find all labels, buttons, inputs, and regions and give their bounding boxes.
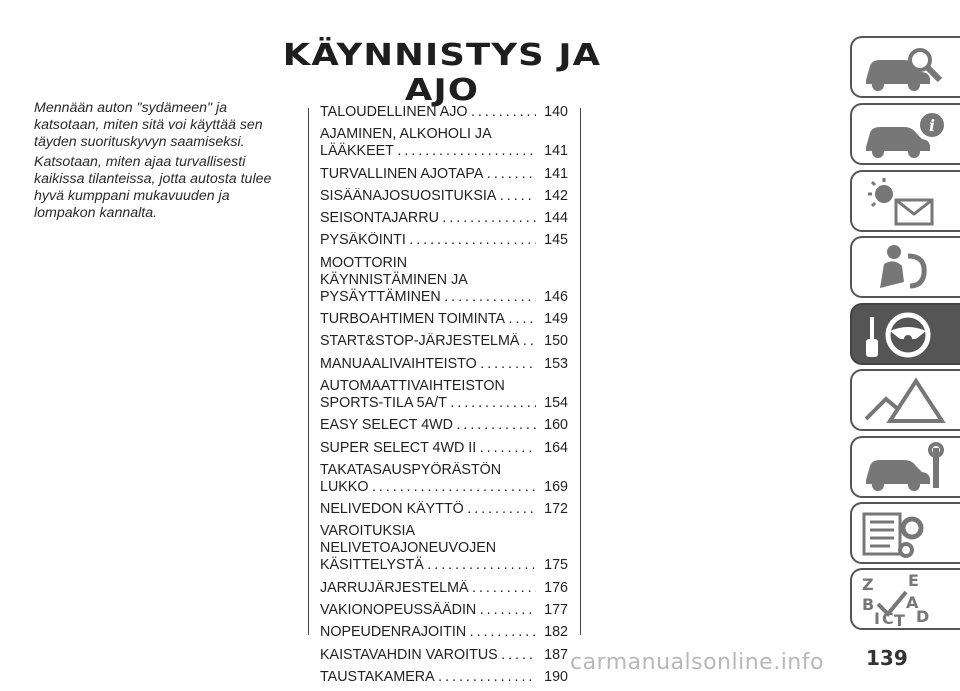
toc-entry-title-line: TALOUDELLINEN AJO . . .	[320, 104, 536, 121]
toc-entry-title	[320, 580, 536, 597]
tab-starting-and-driving[interactable]	[850, 303, 960, 365]
toc-entry-title-line: TURBOAHTIMEN TOIMINTA . . .	[320, 311, 536, 328]
toc-entry-page: 182	[544, 624, 568, 641]
toc-entry[interactable]	[320, 523, 568, 574]
toc-entry-title	[320, 356, 536, 373]
toc-entry-page: 142	[544, 187, 568, 204]
toc-entry[interactable]	[320, 501, 568, 518]
toc-entry-title	[320, 126, 536, 160]
toc-entry-title-line: MOOTTORIN	[320, 254, 408, 271]
toc-entry-page: 150	[544, 333, 568, 350]
toc-entry-title	[320, 188, 536, 205]
svg-text:B: B	[862, 595, 875, 614]
toc-entry[interactable]	[320, 311, 568, 328]
toc-entry-page: 172	[544, 501, 568, 518]
toc-entry-page: 149	[544, 311, 568, 328]
toc-entry-page: 141	[544, 143, 568, 160]
table-of-contents	[320, 104, 568, 691]
toc-entry-title-line: KAISTAVAHDIN VAROITUS . . .	[320, 647, 536, 664]
car-info-icon	[860, 109, 950, 161]
toc-entry-page: 190	[544, 668, 568, 685]
toc-entry-page: 176	[544, 579, 568, 596]
car-wrench-icon	[860, 442, 950, 494]
toc-entry-title-line: LÄÄKKEET . . .	[320, 143, 536, 160]
toc-entry-title-line: LUKKO . . .	[320, 479, 536, 496]
toc-entry-title	[320, 210, 536, 227]
toc-entry-title	[320, 311, 536, 328]
toc-entry-page: 144	[544, 210, 568, 227]
page-number: 139	[866, 646, 908, 670]
toc-entry[interactable]	[320, 417, 568, 434]
svg-text:D: D	[916, 607, 930, 626]
svg-text:T: T	[894, 611, 905, 626]
toc-entry-title	[320, 232, 536, 249]
toc-entry-title	[320, 669, 536, 686]
toc-entry-title-line: KÄYNNISTÄMINEN JA	[320, 271, 468, 288]
toc-entry[interactable]	[320, 462, 568, 496]
toc-entry-page: 140	[544, 104, 568, 120]
tab-maintenance[interactable]	[850, 436, 960, 498]
key-steering-wheel-icon	[860, 309, 950, 361]
toc-entry-title	[320, 417, 536, 434]
toc-entry-title-line: NELIVETOAJONEUVOJEN	[320, 540, 497, 557]
toc-entry[interactable]	[320, 232, 568, 249]
toc-entry-page: 145	[544, 232, 568, 249]
toc-entry-title	[320, 378, 536, 412]
list-gears-icon	[860, 508, 950, 560]
toc-entry-page: 141	[544, 165, 568, 182]
toc-entry-title-line: SEISONTAJARRU . . .	[320, 210, 536, 227]
toc-entry[interactable]	[320, 255, 568, 306]
toc-entry-title-line: PYSÄKÖINTI . . .	[320, 232, 536, 249]
toc-entry-title-line: TAKATASAUSPYÖRÄSTÖN	[320, 461, 502, 478]
toc-entry-title-line: START&STOP-JÄRJESTELMÄ . . .	[320, 333, 536, 350]
toc-entry-title-line: SUPER SELECT 4WD II . . .	[320, 440, 536, 457]
toc-entry-title	[320, 523, 536, 574]
watermark: carmanualsonline.info	[570, 650, 824, 675]
toc-entry-page: 175	[544, 557, 568, 574]
toc-entry[interactable]	[320, 669, 568, 686]
car-search-icon	[860, 42, 950, 94]
toc-entry[interactable]	[320, 188, 568, 205]
toc-entry-title	[320, 602, 536, 619]
svg-text:A: A	[906, 593, 919, 612]
toc-entry-title-line: SISÄÄNAJOSUOSITUKSIA . . .	[320, 188, 536, 205]
toc-entry-title-line: VAKIONOPEUSSÄÄDIN . . .	[320, 602, 536, 619]
toc-entry-title-line: VAROITUKSIA	[320, 523, 416, 540]
alphabet-index-icon	[860, 574, 950, 626]
toc-entry[interactable]	[320, 104, 568, 121]
toc-entry-title	[320, 647, 536, 664]
toc-entry-title-line: NELIVEDON KÄYTTÖ . . .	[320, 501, 536, 518]
toc-entry-title	[320, 462, 536, 496]
toc-entry[interactable]	[320, 580, 568, 597]
toc-entry-title	[320, 104, 536, 121]
chapter-tabs	[850, 0, 960, 678]
toc-entry-page: 177	[544, 602, 568, 619]
intro-text	[34, 100, 279, 226]
airbag-person-icon	[860, 242, 950, 294]
toc-entry[interactable]	[320, 378, 568, 412]
toc-entry-page: 153	[544, 355, 568, 372]
toc-entry-page: 169	[544, 478, 568, 495]
warning-light-message-icon	[860, 176, 950, 228]
toc-entry-title-line: TAUSTAKAMERA . . .	[320, 669, 536, 686]
toc-entry-title-line: JARRUJÄRJESTELMÄ . . .	[320, 580, 536, 597]
intro-paragraph-1: Mennään auton "sydämeen" ja katsotaan, miten sitä voi käyttää sen täyden suorituskyvyn saamiseksi.	[34, 100, 263, 150]
tab-car-search[interactable]	[850, 36, 960, 98]
toc-entry-title	[320, 501, 536, 518]
svg-text:i: i	[928, 116, 936, 135]
svg-text:I: I	[874, 609, 880, 626]
column-divider-left	[308, 108, 309, 635]
toc-entry[interactable]	[320, 624, 568, 641]
toc-entry-title-line: AUTOMAATTIVAIHTEISTON	[320, 377, 505, 394]
svg-text:E: E	[908, 574, 919, 590]
column-divider-right	[580, 108, 581, 635]
warning-triangle-icon	[860, 375, 950, 427]
tab-warning-lights[interactable]	[850, 170, 960, 232]
svg-text:Z: Z	[862, 575, 874, 594]
toc-entry-page: 146	[544, 288, 568, 305]
toc-entry-title-line: TURVALLINEN AJOTAPA . . .	[320, 166, 536, 183]
tab-emergency[interactable]	[850, 369, 960, 431]
toc-entry-title-line: KÄSITTELYSTÄ . . .	[320, 557, 536, 574]
toc-entry-page: 160	[544, 417, 568, 434]
toc-entry-page: 164	[544, 439, 568, 456]
svg-text:C: C	[882, 609, 894, 626]
toc-entry[interactable]	[320, 126, 568, 160]
toc-entry-title	[320, 440, 536, 457]
toc-entry-page: 187	[544, 646, 568, 663]
tab-technical-data[interactable]	[850, 502, 960, 564]
toc-entry-title-line: PYSÄYTTÄMINEN . . .	[320, 289, 536, 306]
toc-entry-page: 154	[544, 394, 568, 411]
toc-entry-title-line: SPORTS-TILA 5A/T . . .	[320, 395, 536, 412]
tab-index[interactable]	[850, 568, 960, 630]
toc-entry[interactable]	[320, 602, 568, 619]
toc-entry-title-line: EASY SELECT 4WD . . .	[320, 417, 536, 434]
toc-entry[interactable]	[320, 440, 568, 457]
toc-entry-title-line: MANUAALIVAIHTEISTO . . .	[320, 356, 536, 373]
toc-entry-title	[320, 166, 536, 183]
page-title: KÄYNNISTYS JA AJO	[282, 38, 602, 108]
toc-entry-title	[320, 624, 536, 641]
toc-entry-title-line: NOPEUDENRAJOITIN . . .	[320, 624, 536, 641]
toc-entry[interactable]	[320, 356, 568, 373]
toc-entry-title	[320, 255, 536, 306]
toc-entry[interactable]	[320, 647, 568, 664]
toc-entry[interactable]	[320, 210, 568, 227]
toc-entry-title-line: AJAMINEN, ALKOHOLI JA	[320, 126, 492, 143]
toc-entry-title	[320, 333, 536, 350]
toc-entry[interactable]	[320, 333, 568, 350]
toc-entry[interactable]	[320, 166, 568, 183]
tab-safety[interactable]	[850, 236, 960, 298]
intro-paragraph-2: Katsotaan, miten ajaa turvallisesti kaikissa tilanteissa, jotta autosta tulee hyvä kumppani mukavuuden ja lompakon kannalta.	[34, 154, 272, 221]
tab-car-info[interactable]	[850, 103, 960, 165]
